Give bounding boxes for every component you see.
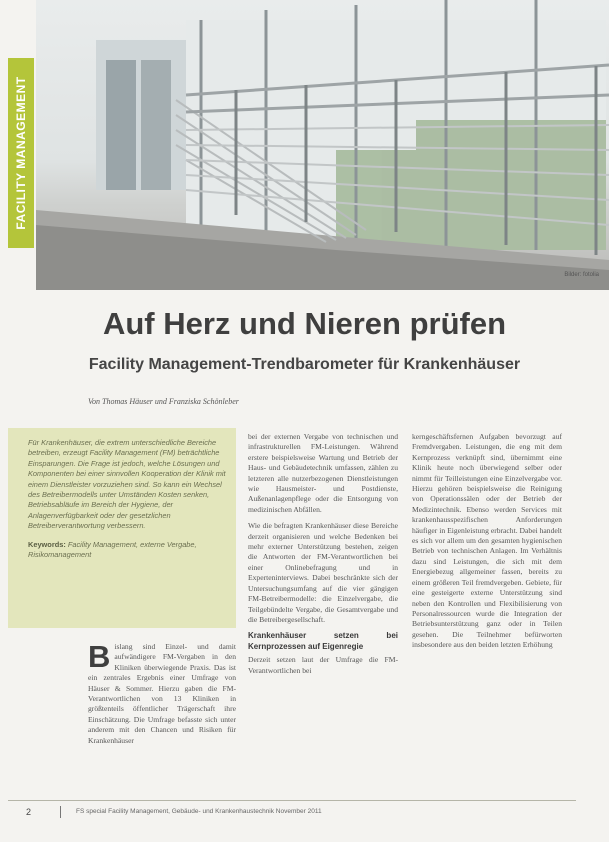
teaser-text: Für Krankenhäuser, die extrem unterschiedliche Bereiche betreiben, erzeugt Facility Management (FM) beträchtliche Einsparungen. Die Frage ist jedoch, welche Lösungen und Komponenten bei einer sinnvollen Kooperation der Klinik mit einem Dienstleister vorzuziehen sind. So kann ein Wechsel des Betreibermodells unter Umständen Kosten senken, Betriebsabläufe im Bereich der Hygiene, der Anlagenverfügbarkeit oder der gesetzlichen Betreiberverantwortung verbessern. — [28, 438, 226, 531]
body-column-2 — [248, 432, 398, 682]
col2-paragraph-3: Derzeit setzen laut der Umfrage die FM-Verantwortlichen bei — [248, 655, 398, 675]
byline: Von Thomas Häuser und Franziska Schönleber — [88, 397, 239, 406]
keywords-line — [28, 540, 226, 561]
drop-cap: B — [88, 639, 111, 674]
col2-paragraph-1: bei der externen Vergabe von technischen und infrastrukturellen FM-Leistungen. Während erstere beispielsweise Wartung und Betrieb der Haus- und Gebäudetechnik umfassen, zählen zu letzteren alle nutzerbezogenen Dienstleistungen wie Hausmeister- und Postdienste, Außenanlagenpflege oder die Entsorgung von medizinischen Abfällen. — [248, 432, 398, 514]
hero-photo-staircase-railing — [36, 0, 609, 290]
body-column-3 — [412, 432, 562, 657]
col2-paragraph-2: Wie die befragten Krankenhäuser diese Bereiche derzeit organisieren und welche Bedenken bei mehr externer Unterstützung bestehen, zeigen die Antworten der FM-Verantwortlichen bei einer Onlinebefragung und in Experteninterviews. Dabei beschränkte sich der Untersuchungsumfang auf die vier gängigen FM-Betreibermodelle: die Einzelvergabe, die Teilgebündelte Vergabe, die Gesamtvergabe und die Betreibergesellschaft. — [248, 521, 398, 624]
section-subhead: Krankenhäuser setzen bei Kernprozessen auf Eigenregie — [248, 631, 398, 651]
footer-separator — [60, 806, 61, 818]
hero-photo-illustration — [36, 0, 609, 290]
col1-text: islang sind Einzel- und damit aufwändigere FM-Vergaben in den Kliniken überwiegende Praxis. Das ist ein zentrales Ergebnis einer Umfrage von Häuser & Sommer. Hierzu gaben die FM-Verantwortlichen von 13 Kliniken in größtenteils öffentlicher Trägerschaft ihre Einschätzung. Die Umfrage befasste sich unter anderem mit den Chancen und Risiken für Krankenhäuser — [88, 642, 236, 745]
article-title: Auf Herz und Nieren prüfen — [102, 306, 506, 341]
teaser-box — [8, 428, 236, 628]
photo-credit: Bilder: fotolia — [564, 272, 599, 278]
col3-paragraph-1: kerngeschäftsfernen Aufgaben bevorzugt auf Fremdvergaben. Leistungen, die eng mit dem Kernprozess verknüpft sind, übernimmt eine Klinik heute noch überwiegend selber oder nimmt für Teilleistungen eine Einzelvergabe vor. Hierzu gehören beispielsweise die Reinigung von Operationssälen oder der Betrieb der Medizintechnik. Ebenso werden Services mit krankenhausspezifischen Anforderungen häufiger in Eigenleistung erbracht. Dabei handelt es sich vor allem um den gesamten hygienischen Betrieb von technischen Anlagen. Im Verhältnis dazu sind Leistungen, die sich mit dem Energiebezug allgemeiner fassen, bereits zu einem größeren Teil fremdvergeben. Gebiete, für eine gesteigerte externe Unterstützung sind neben den Kontrollen und Flexibilisierung von Personalressourcen wurde die Integration der Betriebsunterstützung ganz oder in Teilen gesehen. Die Teilnehmer befürworten insbesondere aus den beiden letzten Erhöhung — [412, 432, 562, 650]
body-column-1 — [88, 639, 236, 752]
section-label: FACILITY MANAGEMENT — [14, 76, 28, 230]
article-subtitle: Facility Management-Trendbarometer für Krankenhäuser — [88, 356, 521, 373]
keywords-label: Keywords: — [28, 539, 66, 549]
section-tab — [8, 58, 34, 248]
footer-rule — [8, 800, 576, 801]
page-number: 2 — [26, 807, 32, 817]
footer-publication: FS special Facility Management, Gebäude- und Krankenhaustechnik November 2011 — [76, 808, 322, 815]
keywords-value: Facility Management, externe Vergabe, Risikomanagement — [28, 539, 197, 560]
